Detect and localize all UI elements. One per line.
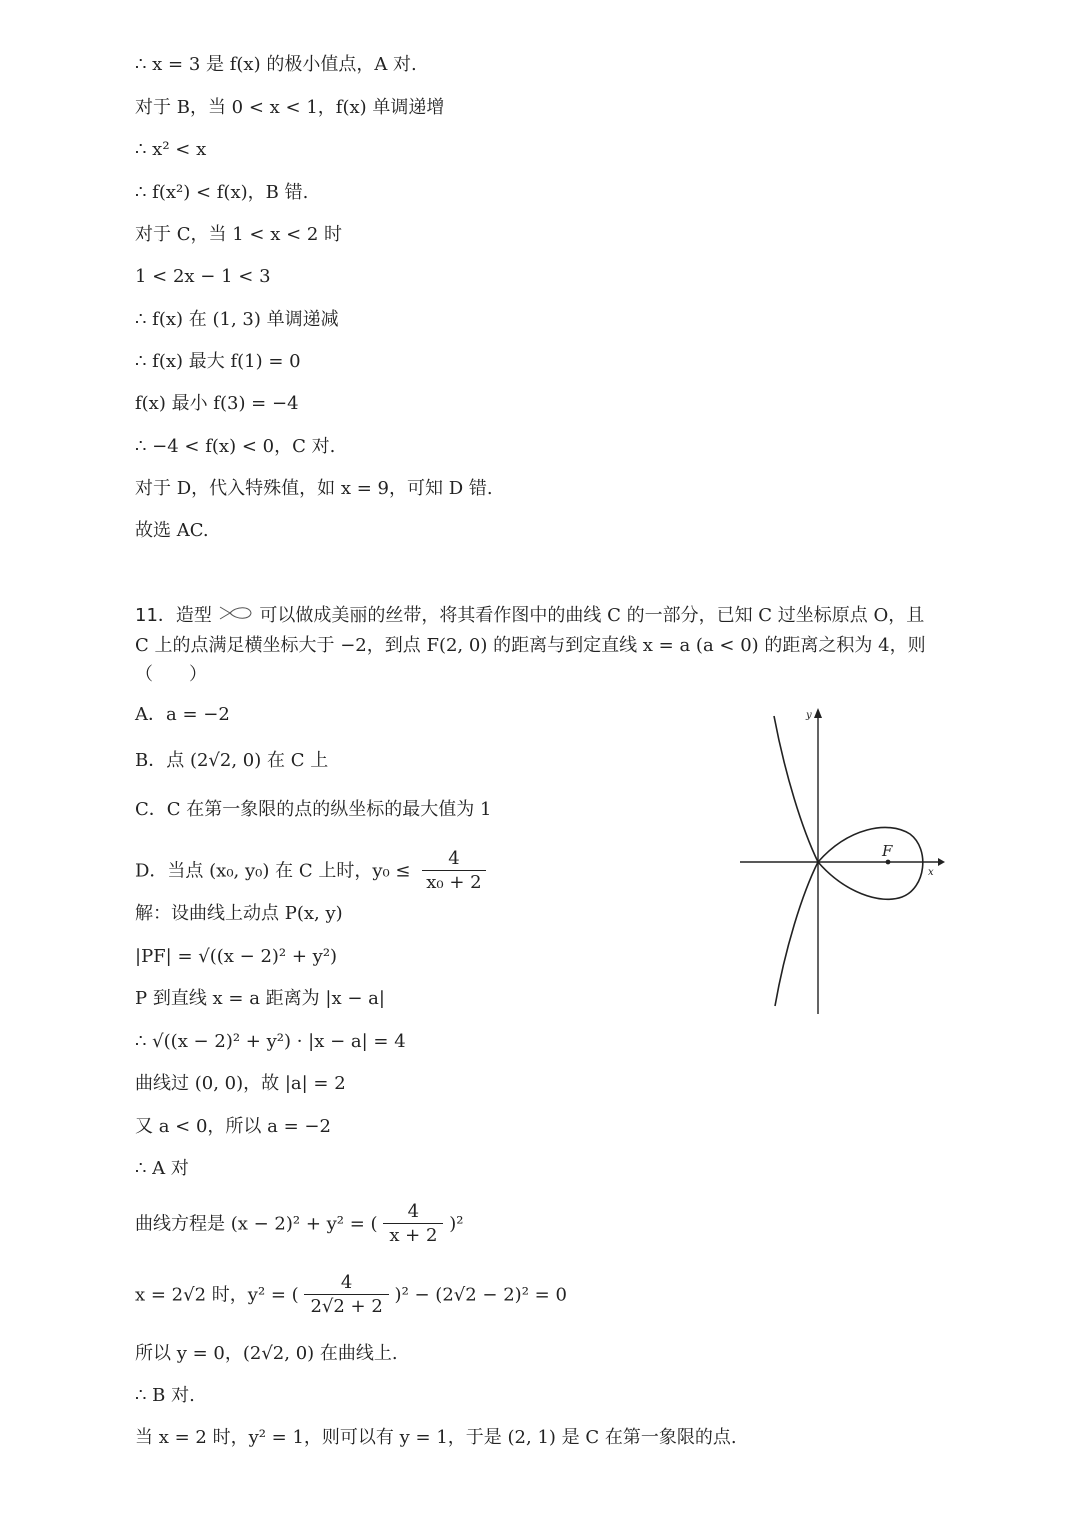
curve-equation-lead: 曲线方程是 (x − 2)² + y² = (	[135, 1213, 378, 1235]
substitution-fraction	[304, 1272, 388, 1319]
focus-label: F	[882, 842, 893, 860]
curve-lower-branch	[775, 862, 818, 1006]
curve-figure-svg	[740, 704, 945, 1019]
solution10-line-9: f(x) 最小 f(3) = −4	[135, 393, 299, 414]
focus-point	[886, 860, 891, 865]
ribbon-shape-icon	[218, 602, 254, 631]
option-d-denominator: x₀ + 2	[426, 872, 482, 893]
option-d-numerator: 4	[422, 848, 485, 871]
question11-blank: （ ）	[135, 663, 207, 685]
solution11-line-8	[135, 1201, 463, 1248]
solution10-line-3: ∴ x² < x	[135, 139, 207, 160]
solution11-line-4: ∴ √((x − 2)² + y²) · |x − a| = 4	[135, 1031, 406, 1052]
solution11-line-9	[135, 1272, 567, 1319]
question11-prefix: 11．造型	[135, 605, 212, 626]
solution10-line-8: ∴ f(x) 最大 f(1) = 0	[135, 351, 301, 372]
solution11-line-11: ∴ B 对.	[135, 1385, 195, 1406]
solution10-line-11: 对于 D，代入特殊值，如 x = 9，可知 D 错.	[135, 478, 493, 499]
curve-equation-fraction	[383, 1201, 443, 1248]
solution11-line-5: 曲线过 (0, 0)，故 |a| = 2	[135, 1073, 346, 1094]
y-axis-arrow-icon	[814, 708, 822, 718]
solution10-line-5: 对于 C，当 1 < x < 2 时	[135, 224, 343, 245]
solution10-line-7: ∴ f(x) 在 (1, 3) 单调递减	[135, 309, 339, 330]
question11-stem	[135, 601, 935, 689]
solution10-line-12: 故选 AC.	[135, 520, 209, 541]
curve-equation-numerator: 4	[383, 1201, 443, 1224]
solution10-line-4: ∴ f(x²) < f(x)，B 错.	[135, 182, 309, 203]
substitution-lead: x = 2√2 时，y² = (	[135, 1284, 299, 1306]
option-b: B．点 (2√2, 0) 在 C 上	[135, 750, 329, 771]
substitution-numerator: 4	[304, 1272, 388, 1295]
curve-upper-branch	[774, 716, 818, 862]
substitution-tail: )² − (2√2 − 2)² = 0	[394, 1284, 567, 1306]
solution11-line-1: 解：设曲线上动点 P(x, y)	[135, 903, 343, 924]
solution11-line-6: 又 a < 0，所以 a = −2	[135, 1116, 331, 1137]
solution10-line-10: ∴ −4 < f(x) < 0，C 对.	[135, 436, 336, 457]
solution10-line-1: ∴ x = 3 是 f(x) 的极小值点，A 对.	[135, 54, 417, 75]
option-d	[135, 848, 486, 895]
solution11-line-12: 当 x = 2 时，y² = 1，则可以有 y = 1，于是 (2, 1) 是 C 在第一象限的点.	[135, 1427, 737, 1448]
solution10-line-2: 对于 B，当 0 < x < 1，f(x) 单调递增	[135, 97, 445, 118]
option-a: A．a = −2	[135, 704, 230, 725]
curve-loop	[818, 827, 923, 899]
solution11-line-7: ∴ A 对	[135, 1158, 189, 1179]
question11-text: 可以做成美丽的丝带，将其看作图中的曲线 C 的一部分，已知 C 过坐标原点 O，且 C 上的点满足横坐标大于 −2，到点 F(2, 0) 的距离与到定直线 x = a (a < 0) 的距离之积为 4，则	[135, 605, 926, 656]
solution11-line-2: |PF| = √((x − 2)² + y²)	[135, 946, 338, 967]
curve-equation-denominator: x + 2	[389, 1225, 438, 1246]
curve-figure	[740, 704, 945, 1023]
option-d-fraction	[422, 848, 485, 895]
curve-equation-tail: )²	[449, 1213, 464, 1235]
option-c: C．C 在第一象限的点的纵坐标的最大值为 1	[135, 799, 492, 820]
substitution-denominator: 2√2 + 2	[310, 1296, 383, 1317]
x-axis-label: x	[928, 867, 934, 878]
solution11-line-10: 所以 y = 0，(2√2, 0) 在曲线上.	[135, 1343, 398, 1364]
y-axis-label: y	[806, 710, 812, 721]
x-axis-arrow-icon	[938, 858, 945, 866]
solution11-line-3: P 到直线 x = a 距离为 |x − a|	[135, 988, 385, 1009]
option-d-text: D．当点 (x₀, y₀) 在 C 上时，y₀ ≤	[135, 860, 411, 882]
solution10-line-6: 1 < 2x − 1 < 3	[135, 266, 271, 287]
